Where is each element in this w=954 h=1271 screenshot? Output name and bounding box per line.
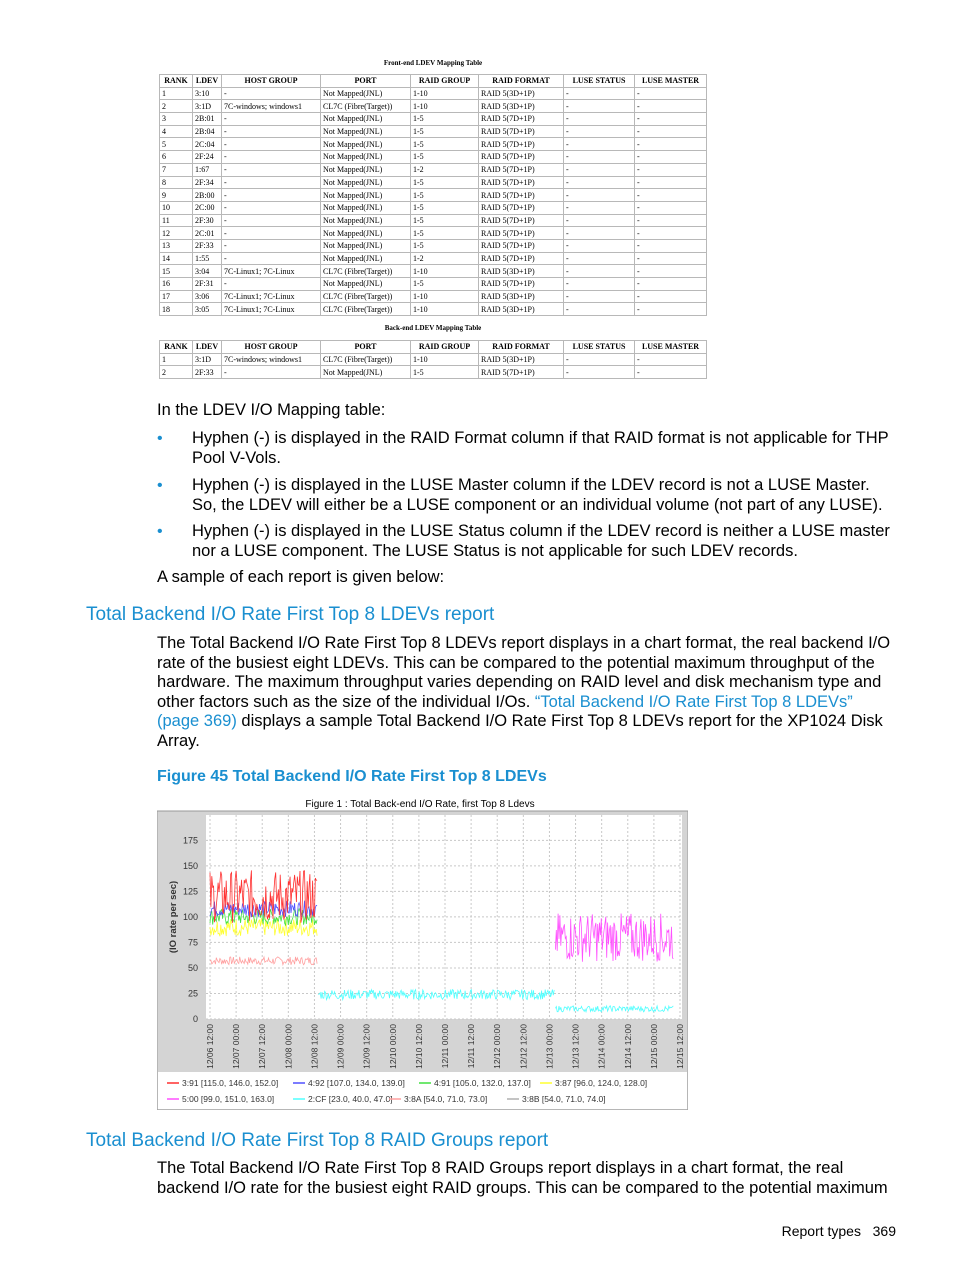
table-cell: RAID 5(7D+1P) — [479, 163, 564, 176]
table-row — [160, 201, 707, 214]
figure-caption: Figure 45 Total Backend I/O Rate First Top 8 LDEVs — [157, 768, 547, 785]
table-cell: - — [564, 87, 635, 100]
table-cell: Not Mapped(JNL) — [321, 138, 411, 151]
table-cell: RAID 5(7D+1P) — [479, 113, 564, 126]
table-cell: - — [635, 113, 707, 126]
table-cell: - — [564, 163, 635, 176]
table-cell: 11 — [160, 214, 193, 227]
x-tick-label: 12/15 00:00 — [648, 1024, 659, 1069]
table-header-cell: RANK — [160, 75, 193, 88]
table-row — [160, 353, 707, 366]
y-axis-label: (IO rate per sec) — [168, 880, 179, 954]
table-cell: 1-10 — [411, 265, 479, 278]
table-cell: 1-5 — [411, 189, 479, 202]
table-cell: 13 — [160, 239, 193, 252]
x-tick-label: 12/07 12:00 — [257, 1024, 268, 1069]
table-cell: - — [222, 239, 321, 252]
bullet-icon: • — [157, 477, 163, 494]
table-cell: 7C-Linux1; 7C-Linux — [222, 303, 321, 316]
table-row — [160, 176, 707, 189]
intro-text: In the LDEV I/O Mapping table: — [157, 401, 386, 419]
table-cell: - — [222, 214, 321, 227]
table-cell: 1-5 — [411, 278, 479, 291]
section1-text-after: displays a sample Total Backend I/O Rate First Top 8 LDEVs report for the XP1024 Disk Array. — [157, 712, 883, 750]
table-cell: Not Mapped(JNL) — [321, 366, 411, 379]
table-header-cell: LUSE STATUS — [564, 75, 635, 88]
y-tick-label: 25 — [187, 988, 198, 999]
table-header-cell: HOST GROUP — [222, 341, 321, 354]
table-header-cell: RAID GROUP — [411, 75, 479, 88]
x-tick-label: 12/12 12:00 — [518, 1024, 529, 1069]
table-cell: Not Mapped(JNL) — [321, 125, 411, 138]
y-tick-label: 175 — [182, 835, 198, 846]
table-row — [160, 163, 707, 176]
table-cell: - — [222, 201, 321, 214]
legend-entry: 5:00 [99.0, 151.0, 163.0] — [182, 1094, 275, 1104]
x-tick-label: 12/13 12:00 — [570, 1024, 581, 1069]
table-cell: - — [222, 151, 321, 164]
table-cell: RAID 5(3D+1P) — [479, 87, 564, 100]
table-header-cell: HOST GROUP — [222, 75, 321, 88]
table-cell: Not Mapped(JNL) — [321, 163, 411, 176]
table-cell: 1-5 — [411, 125, 479, 138]
table-cell: - — [635, 366, 707, 379]
table-header-row — [160, 341, 707, 354]
table-header-row — [160, 75, 707, 88]
y-tick-label: 125 — [182, 886, 198, 897]
table-cell: - — [635, 239, 707, 252]
table-cell: - — [635, 163, 707, 176]
table-cell: 1-5 — [411, 366, 479, 379]
section1-paragraph — [157, 634, 892, 751]
table-cell: 1:55 — [193, 252, 222, 265]
x-tick-label: 12/15 12:00 — [675, 1024, 685, 1069]
table-row — [160, 214, 707, 227]
page-number: 369 — [872, 1223, 896, 1239]
table-cell: 12 — [160, 227, 193, 240]
table-cell: - — [635, 290, 707, 303]
table-header-cell: LUSE STATUS — [564, 341, 635, 354]
table-cell: - — [635, 138, 707, 151]
table-cell: - — [635, 353, 707, 366]
section2-heading: Total Backend I/O Rate First Top 8 RAID Groups report — [86, 1130, 549, 1151]
table-cell: Not Mapped(JNL) — [321, 278, 411, 291]
table-cell: RAID 5(3D+1P) — [479, 100, 564, 113]
table-cell: 9 — [160, 189, 193, 202]
table-cell: RAID 5(7D+1P) — [479, 138, 564, 151]
table-cell: Not Mapped(JNL) — [321, 239, 411, 252]
table-cell: CL7C (Fibre(Target)) — [321, 100, 411, 113]
table-cell: 1-10 — [411, 353, 479, 366]
table-header-cell: LUSE MASTER — [635, 341, 707, 354]
table-cell: 3:1D — [193, 353, 222, 366]
table-cell: Not Mapped(JNL) — [321, 113, 411, 126]
table-cell: 3:04 — [193, 265, 222, 278]
table-cell: - — [564, 366, 635, 379]
table-cell: - — [564, 227, 635, 240]
table-cell: - — [564, 151, 635, 164]
table-row — [160, 100, 707, 113]
table-cell: 7 — [160, 163, 193, 176]
table-row — [160, 125, 707, 138]
table-cell: 3:1D — [193, 100, 222, 113]
table-cell: - — [635, 189, 707, 202]
bullet-item — [157, 522, 897, 562]
bullet-text: Hyphen (-) is displayed in the LUSE Master column if the LDEV record is not a LUSE Master. So, the LDEV will either be a LUSE component or an individual volume (not part of any LUSE). — [192, 476, 883, 514]
table-cell: - — [564, 290, 635, 303]
table-cell: 1-2 — [411, 252, 479, 265]
table-cell: - — [635, 214, 707, 227]
table-cell: - — [222, 138, 321, 151]
x-tick-label: 12/09 12:00 — [361, 1024, 372, 1069]
table-cell: 2 — [160, 100, 193, 113]
table-cell: 2F:31 — [193, 278, 222, 291]
legend-entry: 2:CF [23.0, 40.0, 47.0] — [308, 1094, 393, 1104]
back-end-mapping-table — [159, 340, 707, 379]
table-cell: 3:06 — [193, 290, 222, 303]
table-row — [160, 189, 707, 202]
x-tick-label: 12/08 00:00 — [283, 1024, 294, 1069]
table-row — [160, 278, 707, 291]
table-cell: - — [635, 252, 707, 265]
table-cell: 1-10 — [411, 303, 479, 316]
table-cell: 2F:33 — [193, 366, 222, 379]
table-cell: - — [222, 278, 321, 291]
table-row — [160, 252, 707, 265]
table-cell: - — [635, 265, 707, 278]
bullet-item — [157, 476, 897, 516]
table-cell: 14 — [160, 252, 193, 265]
table-cell: 3:10 — [193, 87, 222, 100]
table-cell: - — [564, 176, 635, 189]
table-cell: - — [635, 278, 707, 291]
x-tick-label: 12/06 12:00 — [205, 1024, 215, 1069]
figure-link[interactable]: “Total Backend I/O Rate First Top 8 LDEVs” (page 369) — [157, 692, 853, 730]
x-tick-label: 12/10 00:00 — [387, 1024, 398, 1069]
table-cell: - — [564, 113, 635, 126]
table-cell: - — [222, 227, 321, 240]
bullet-icon: • — [157, 523, 163, 540]
x-tick-label: 12/11 12:00 — [466, 1024, 477, 1069]
table-cell: 2C:00 — [193, 201, 222, 214]
table-cell: - — [222, 125, 321, 138]
y-tick-label: 150 — [182, 860, 198, 871]
table-cell: - — [564, 353, 635, 366]
table-cell: - — [564, 278, 635, 291]
table-cell: - — [635, 125, 707, 138]
table-cell: 1-5 — [411, 227, 479, 240]
table-cell: RAID 5(7D+1P) — [479, 176, 564, 189]
table-header-cell: RANK — [160, 341, 193, 354]
table-cell: - — [635, 151, 707, 164]
table-cell: RAID 5(3D+1P) — [479, 290, 564, 303]
table-cell: - — [564, 100, 635, 113]
x-tick-label: 12/12 00:00 — [492, 1024, 503, 1069]
table-cell: 2B:04 — [193, 125, 222, 138]
table-cell: - — [564, 125, 635, 138]
sample-text: A sample of each report is given below: — [157, 568, 445, 586]
table-cell: - — [635, 303, 707, 316]
table-row — [160, 138, 707, 151]
table-cell: Not Mapped(JNL) — [321, 227, 411, 240]
table-cell: RAID 5(7D+1P) — [479, 366, 564, 379]
table-cell: 1 — [160, 87, 193, 100]
table-cell: - — [564, 138, 635, 151]
table-cell: RAID 5(7D+1P) — [479, 252, 564, 265]
table-cell: - — [564, 201, 635, 214]
bullet-text: Hyphen (-) is displayed in the LUSE Status column if the LDEV record is neither a LUSE master nor a LUSE component. The LUSE Status is not applicable for such LDEV records. — [192, 522, 890, 560]
table-cell: RAID 5(7D+1P) — [479, 201, 564, 214]
table-cell: - — [635, 227, 707, 240]
x-tick-label: 12/11 00:00 — [440, 1024, 450, 1069]
bullet-icon: • — [157, 430, 163, 447]
table-cell: 8 — [160, 176, 193, 189]
table-cell: 2F:30 — [193, 214, 222, 227]
x-tick-label: 12/10 12:00 — [413, 1024, 424, 1069]
table-cell: - — [635, 176, 707, 189]
y-tick-label: 100 — [182, 911, 198, 922]
table-cell: 10 — [160, 201, 193, 214]
table-header-cell: LDEV — [193, 341, 222, 354]
table-cell: - — [222, 87, 321, 100]
table-cell: 5 — [160, 138, 193, 151]
table-cell: 1-2 — [411, 163, 479, 176]
table-cell: 2C:04 — [193, 138, 222, 151]
legend-entry: 3:8A [54.0, 71.0, 73.0] — [404, 1094, 488, 1104]
table-cell: 1-5 — [411, 138, 479, 151]
table-cell: - — [564, 265, 635, 278]
table-cell: Not Mapped(JNL) — [321, 201, 411, 214]
table-cell: Not Mapped(JNL) — [321, 214, 411, 227]
y-tick-label: 50 — [187, 962, 198, 973]
section2-paragraph: The Total Backend I/O Rate First Top 8 RAID Groups report displays in a chart format, the real backend I/O rate for the busiest eight RAID groups. This can be compared to the potential maximum — [157, 1159, 888, 1197]
table-cell: 1-5 — [411, 239, 479, 252]
table-cell: 7C-Linux1; 7C-Linux — [222, 290, 321, 303]
back-table-title: Back-end LDEV Mapping Table — [384, 324, 482, 332]
x-tick-label: 12/13 00:00 — [544, 1024, 555, 1069]
table-cell: - — [222, 176, 321, 189]
table-cell: RAID 5(3D+1P) — [479, 303, 564, 316]
section1-text: The Total Backend I/O Rate First Top 8 LDEVs report displays in a chart format, the real backend I/O rate of the busiest eight LDEVs. This can be compared to the potential maximum throughput of the hardware. The maximum throughput varies depending on RAID level and disk mechanism type and other factors such as the size of the individual I/Os. — [157, 634, 891, 711]
table-row — [160, 113, 707, 126]
table-cell: 1:67 — [193, 163, 222, 176]
table-cell: 1-10 — [411, 87, 479, 100]
table-cell: 4 — [160, 125, 193, 138]
table-cell: Not Mapped(JNL) — [321, 252, 411, 265]
table-cell: 2B:00 — [193, 189, 222, 202]
table-cell: Not Mapped(JNL) — [321, 87, 411, 100]
table-cell: RAID 5(7D+1P) — [479, 239, 564, 252]
table-row — [160, 366, 707, 379]
table-header-cell: RAID FORMAT — [479, 75, 564, 88]
y-tick-label: 75 — [187, 937, 198, 948]
table-cell: - — [564, 252, 635, 265]
table-cell: - — [635, 87, 707, 100]
table-cell: 2F:24 — [193, 151, 222, 164]
front-end-mapping-table — [159, 74, 707, 316]
table-cell: 2F:34 — [193, 176, 222, 189]
table-header-cell: RAID FORMAT — [479, 341, 564, 354]
table-cell: 1 — [160, 353, 193, 366]
table-cell: 7C-windows; windows1 — [222, 100, 321, 113]
table-cell: 15 — [160, 265, 193, 278]
legend-entry: 4:92 [107.0, 134.0, 139.0] — [308, 1078, 405, 1088]
chart-svg — [157, 795, 688, 1110]
page-footer — [782, 1223, 896, 1239]
bullet-item — [157, 429, 897, 469]
table-cell: 1-5 — [411, 151, 479, 164]
table-cell: Not Mapped(JNL) — [321, 189, 411, 202]
footer-label: Report types — [781, 1223, 861, 1239]
table-cell: CL7C (Fibre(Target)) — [321, 265, 411, 278]
table-header-cell: LDEV — [193, 75, 222, 88]
table-cell: 2F:33 — [193, 239, 222, 252]
table-cell: 1-5 — [411, 176, 479, 189]
table-cell: RAID 5(7D+1P) — [479, 278, 564, 291]
table-cell: - — [222, 252, 321, 265]
table-cell: - — [222, 189, 321, 202]
section1-heading: Total Backend I/O Rate First Top 8 LDEVs report — [86, 604, 495, 625]
table-cell: - — [222, 366, 321, 379]
legend-entry: 3:91 [115.0, 146.0, 152.0] — [182, 1078, 279, 1088]
table-header-cell: PORT — [321, 341, 411, 354]
bullet-text: Hyphen (-) is displayed in the RAID Format column if that RAID format is not applicable for THP Pool V-Vols. — [192, 429, 889, 467]
table-cell: RAID 5(3D+1P) — [479, 353, 564, 366]
table-cell: Not Mapped(JNL) — [321, 151, 411, 164]
table-cell: 3:05 — [193, 303, 222, 316]
table-cell: RAID 5(3D+1P) — [479, 265, 564, 278]
table-cell: - — [564, 239, 635, 252]
table-cell: - — [635, 100, 707, 113]
x-tick-label: 12/08 12:00 — [309, 1024, 320, 1069]
table-cell: - — [564, 189, 635, 202]
table-cell: - — [635, 201, 707, 214]
table-cell: RAID 5(7D+1P) — [479, 189, 564, 202]
table-row — [160, 303, 707, 316]
table-cell: 1-5 — [411, 113, 479, 126]
table-header-cell: RAID GROUP — [411, 341, 479, 354]
table-cell: 16 — [160, 278, 193, 291]
table-row — [160, 227, 707, 240]
table-cell: - — [222, 163, 321, 176]
chart-figure — [157, 795, 688, 1110]
table-cell: 17 — [160, 290, 193, 303]
table-row — [160, 265, 707, 278]
table-cell: RAID 5(7D+1P) — [479, 214, 564, 227]
table-cell: 1-5 — [411, 201, 479, 214]
table-cell: 1-10 — [411, 100, 479, 113]
legend-entry: 4:91 [105.0, 132.0, 137.0] — [434, 1078, 531, 1088]
table-cell: 2B:01 — [193, 113, 222, 126]
y-tick-label: 0 — [192, 1014, 198, 1024]
table-cell: CL7C (Fibre(Target)) — [321, 290, 411, 303]
legend-entry: 3:87 [96.0, 124.0, 128.0] — [555, 1078, 648, 1088]
table-cell: 18 — [160, 303, 193, 316]
table-cell: 3 — [160, 113, 193, 126]
table-cell: 2 — [160, 366, 193, 379]
table-cell: - — [564, 214, 635, 227]
front-table-title: Front-end LDEV Mapping Table — [383, 59, 483, 67]
table-cell: RAID 5(7D+1P) — [479, 125, 564, 138]
table-cell: CL7C (Fibre(Target)) — [321, 353, 411, 366]
table-cell: RAID 5(7D+1P) — [479, 227, 564, 240]
table-cell: 1-5 — [411, 214, 479, 227]
legend-entry: 3:8B [54.0, 71.0, 74.0] — [522, 1094, 606, 1104]
x-tick-label: 12/14 00:00 — [596, 1024, 607, 1069]
x-tick-label: 12/14 12:00 — [622, 1024, 633, 1069]
table-row — [160, 239, 707, 252]
table-cell: 6 — [160, 151, 193, 164]
table-cell: CL7C (Fibre(Target)) — [321, 303, 411, 316]
x-tick-label: 12/07 00:00 — [231, 1024, 242, 1069]
table-cell: 1-10 — [411, 290, 479, 303]
table-cell: 2C:01 — [193, 227, 222, 240]
table-cell: Not Mapped(JNL) — [321, 176, 411, 189]
table-row — [160, 87, 707, 100]
x-tick-label: 12/09 00:00 — [335, 1024, 346, 1069]
table-row — [160, 290, 707, 303]
chart-title: Figure 1 : Total Back-end I/O Rate, first Top 8 Ldevs — [305, 799, 535, 810]
table-cell: 7C-Linux1; 7C-Linux — [222, 265, 321, 278]
table-cell: - — [564, 303, 635, 316]
table-header-cell: PORT — [321, 75, 411, 88]
table-cell: 7C-windows; windows1 — [222, 353, 321, 366]
table-cell: RAID 5(7D+1P) — [479, 151, 564, 164]
table-header-cell: LUSE MASTER — [635, 75, 707, 88]
table-cell: - — [222, 113, 321, 126]
table-row — [160, 151, 707, 164]
